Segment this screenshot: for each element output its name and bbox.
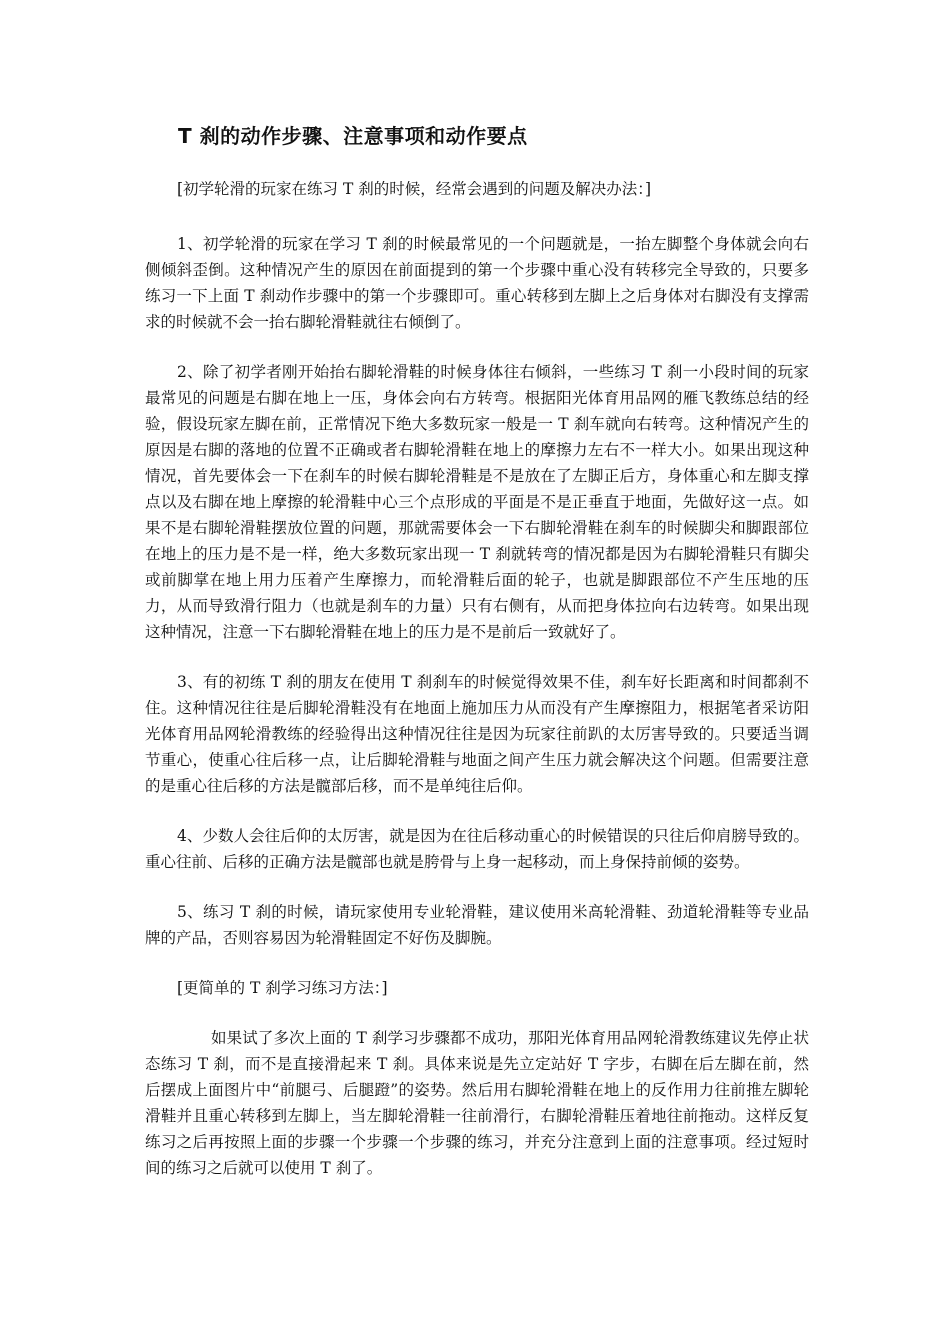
simple-method-note: [更简单的 T 刹学习练习方法：] [177, 979, 388, 997]
problem-paragraph-1: 1、初学轮滑的玩家在学习 T 刹的时候最常见的一个问题就是，一抬左脚整个身体就会向右侧倾斜歪倒。这种情况产生的原因在前面提到的第一个步骤中重心没有转移完全导致的，只要多练习一下上面 T 刹动作步骤中的第一个步骤即可。重心转移到左脚上之后身体对右脚没有支撑需求的时候就不会一抬右脚轮滑鞋就往右倾倒了。 [145, 235, 809, 331]
problem-paragraph-5: 5、练习 T 刹的时候，请玩家使用专业轮滑鞋，建议使用米高轮滑鞋、劲道轮滑鞋等专业品牌的产品，否则容易因为轮滑鞋固定不好伤及脚腕。 [145, 903, 809, 947]
problem-paragraph-4: 4、少数人会往后仰的太厉害，就是因为在往后移动重心的时候错误的只往后仰肩膀导致的。重心往前、后移的正确方法是髋部也就是胯骨与上身一起移动，而上身保持前倾的姿势。 [145, 827, 809, 871]
problem-paragraph-3: 3、有的初练 T 刹的朋友在使用 T 刹刹车的时候觉得效果不佳，刹车好长距离和时间都刹不住。这种情况往往是后脚轮滑鞋没有在地面上施加压力从而没有产生摩擦阻力，根据笔者采访阳光体育用品网轮滑教练的经验得出这种情况往往是因为玩家往前趴的太厉害导致的。只要适当调节重心，使重心往后移一点，让后脚轮滑鞋与地面之间产生压力就会解决这个问题。但需要注意的是重心往后移的方法是髋部后移，而不是单纯往后仰。 [145, 673, 809, 795]
simple-method-paragraph: 如果试了多次上面的 T 刹学习步骤都不成功，那阳光体育用品网轮滑教练建议先停止状态练习 T 刹，而不是直接滑起来 T 刹。具体来说是先立定站好 T 字步，右脚在后左脚在前，然后摆成上面图片中“前腿弓、后腿蹬”的姿势。然后用右脚轮滑鞋在地上的反作用力往前推左脚轮滑鞋并且重心转移到左脚上，当左脚轮滑鞋一往前滑行，右脚轮滑鞋压着地往前拖动。这样反复练习之后再按照上面的步骤一个步骤一个步骤的练习，并充分注意到上面的注意事项。经过短时间的练习之后就可以使用 T 刹了。 [145, 1029, 809, 1177]
document-title: T 刹的动作步骤、注意事项和动作要点 [178, 124, 528, 148]
problem-paragraph-2: 2、除了初学者刚开始抬右脚轮滑鞋的时候身体往右倾斜，一些练习 T 刹一小段时间的玩家最常见的问题是右脚在地上一压，身体会向右方转弯。根据阳光体育用品网的雁飞教练总结的经验，假设玩家左脚在前，正常情况下绝大多数玩家一般是一 T 刹车就向右转弯。这种情况产生的原因是右脚的落地的位置不正确或者右脚轮滑鞋在地上的摩擦力左右不一样大小。如果出现这种情况，首先要体会一下在刹车的时候右脚轮滑鞋是不是放在了左脚正后方，身体重心和左脚支撑点以及右脚在地上摩擦的轮滑鞋中心三个点形成的平面是不是正垂直于地面，先做好这一点。如果不是右脚轮滑鞋摆放位置的问题，那就需要体会一下右脚轮滑鞋在刹车的时候脚尖和脚跟部位在地上的压力是不是一样，绝大多数玩家出现一 T 刹就转弯的情况都是因为右脚轮滑鞋只有脚尖或前脚掌在地上用力压着产生摩擦力，而轮滑鞋后面的轮子，也就是脚跟部位不产生压地的压力，从而导致滑行阻力（也就是刹车的力量）只有右侧有，从而把身体拉向右边转弯。如果出现这种情况，注意一下右脚轮滑鞋在地上的压力是不是前后一致就好了。 [145, 363, 809, 641]
intro-note: [初学轮滑的玩家在练习 T 刹的时候，经常会遇到的问题及解决办法：] [177, 180, 652, 198]
document-body [145, 118, 809, 1205]
